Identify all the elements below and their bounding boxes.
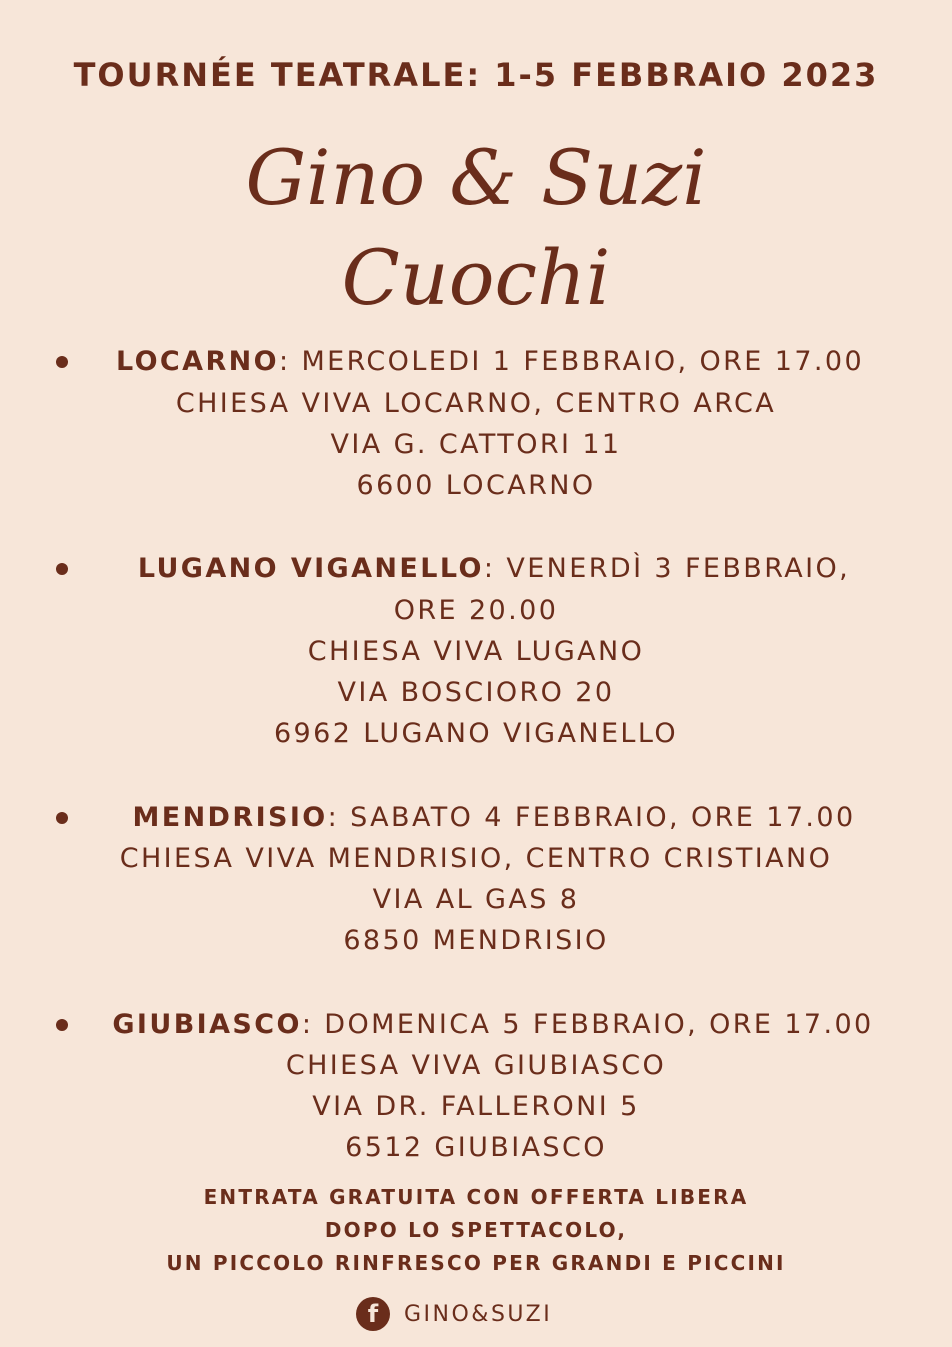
- event-street: VIA G. CATTORI 11: [330, 429, 622, 460]
- event-time: ORE 20.00: [393, 595, 559, 626]
- facebook-icon: f: [356, 1297, 390, 1331]
- event-date: : DOMENICA 5 FEBBRAIO, ORE 17.00: [301, 1009, 874, 1040]
- event-date: : SABATO 4 FEBBRAIO, ORE 17.00: [327, 802, 856, 833]
- event-postcode: 6512 GIUBIASCO: [345, 1132, 607, 1163]
- show-title-line-1: Gino & Suzi: [245, 133, 707, 222]
- event-street: VIA AL GAS 8: [372, 884, 580, 915]
- event-city: GIUBIASCO: [112, 1009, 302, 1040]
- event-header-lugano: [0, 555, 952, 582]
- event-city: MENDRISIO: [132, 802, 328, 833]
- event-street: VIA BOSCIORO 20: [337, 677, 615, 708]
- refreshment-note: UN PICCOLO RINFRESCO PER GRANDI E PICCINI: [166, 1251, 786, 1275]
- event-date: : VENERDÌ 3 FEBBRAIO,: [483, 553, 851, 584]
- event-venue: CHIESA VIVA LOCARNO, CENTRO ARCA: [175, 388, 777, 419]
- social-handle: GINO&SUZI: [404, 1301, 553, 1327]
- event-city: LUGANO VIGANELLO: [137, 553, 484, 584]
- event-venue: CHIESA VIVA MENDRISIO, CENTRO CRISTIANO: [119, 843, 833, 874]
- event-venue: CHIESA VIVA GIUBIASCO: [285, 1050, 667, 1081]
- event-postcode: 6600 LOCARNO: [356, 470, 596, 501]
- event-header-mendrisio: [0, 804, 952, 831]
- social-link[interactable]: [356, 1296, 552, 1332]
- show-title-line-2: Cuochi: [341, 233, 611, 322]
- event-date: : MERCOLEDI 1 FEBBRAIO, ORE 17.00: [278, 346, 865, 377]
- event-header-giubiasco: [0, 1011, 952, 1038]
- tour-headline: TOURNÉE TEATRALE: 1-5 FEBBRAIO 2023: [73, 56, 879, 94]
- event-venue: CHIESA VIVA LUGANO: [307, 636, 645, 667]
- event-postcode: 6962 LUGANO VIGANELLO: [273, 718, 679, 749]
- event-street: VIA DR. FALLERONI 5: [312, 1091, 640, 1122]
- event-postcode: 6850 MENDRISIO: [343, 925, 609, 956]
- after-show-note: DOPO LO SPETTACOLO,: [324, 1218, 628, 1242]
- event-city: LOCARNO: [115, 346, 279, 377]
- entry-note: ENTRATA GRATUITA CON OFFERTA LIBERA: [203, 1185, 749, 1209]
- event-header-locarno: [0, 348, 952, 375]
